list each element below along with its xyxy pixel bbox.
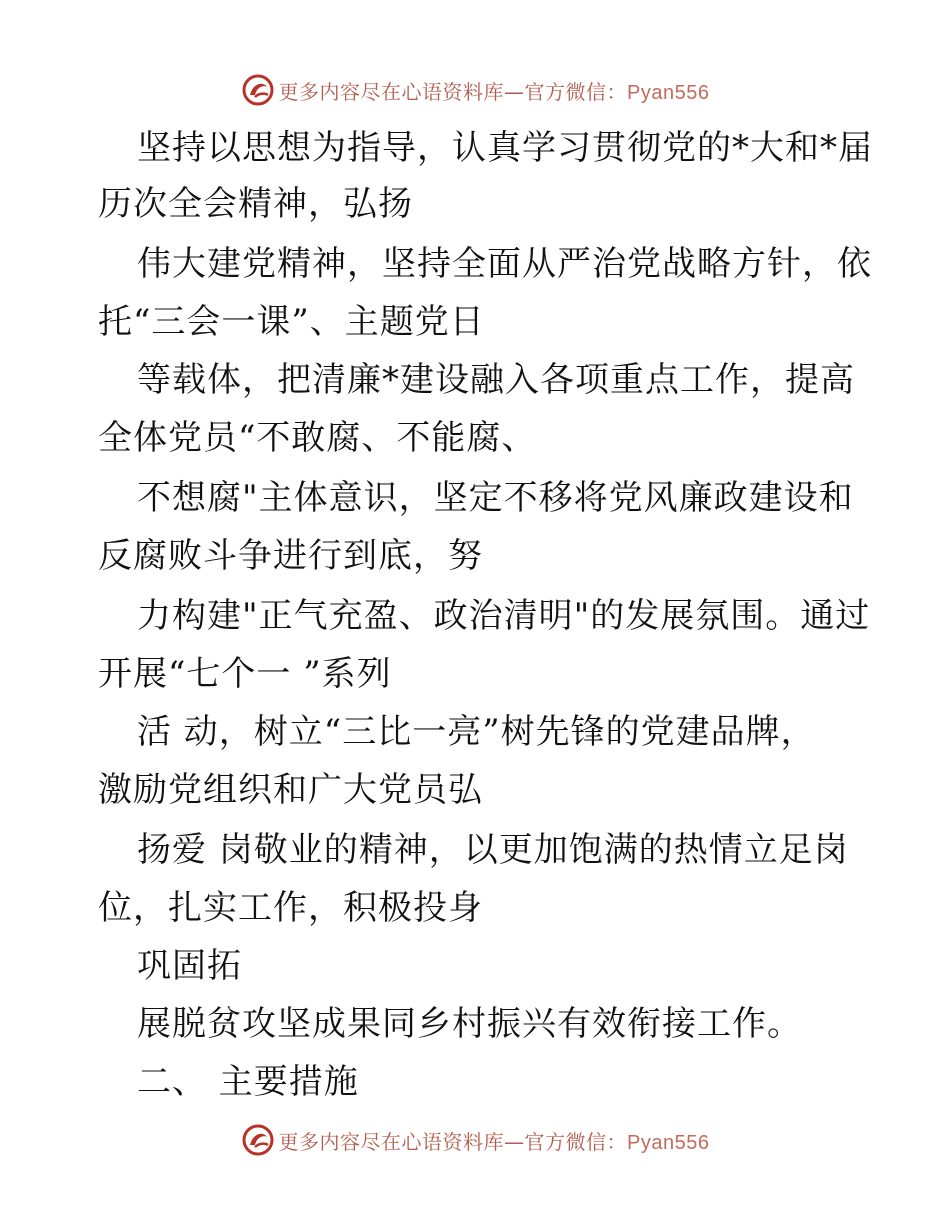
- body-line: 开展“七个一 ”系列: [98, 654, 392, 694]
- red-swirl-logo-icon: [241, 1123, 275, 1157]
- body-line: 力构建"正气充盈、政治清明"的发展氛围。通过: [137, 596, 871, 636]
- body-line: 展脱贫攻坚成果同乡村振兴有效衔接工作。: [137, 1004, 802, 1044]
- body-line: 全体党员“不敢腐、不能腐、: [98, 418, 537, 458]
- body-line: 托“三会一课”、主题党日: [98, 302, 485, 342]
- watermark-text: 更多内容尽在心语资料库—官方微信：Pyan556: [278, 79, 710, 104]
- body-line: 伟大建党精神，坚持全面从严治党战略方针，依: [137, 244, 872, 284]
- body-line: 历次全会精神，弘扬: [98, 184, 413, 224]
- footer-watermark: [0, 1122, 950, 1158]
- body-line: 等载体，把清廉*建设融入各项重点工作，提高: [137, 360, 855, 400]
- body-line: 激励党组织和广大党员弘: [98, 770, 483, 810]
- body-line: 扬爱 岗敬业的精神，以更加饱满的热情立足岗: [137, 830, 849, 870]
- body-line: 坚持以思想为指导，认真学习贯彻党的*大和*届: [137, 128, 873, 168]
- body-line: 不想腐"主体意识，坚定不移将党风廉政建设和: [137, 478, 854, 518]
- section-heading: 二、 主要措施: [137, 1062, 359, 1102]
- body-line: 反腐败斗争进行到底，努: [98, 536, 483, 576]
- body-line: 活 动，树立“三比一亮”树先锋的党建品牌，: [137, 712, 816, 752]
- body-line: 巩固拓: [137, 946, 242, 986]
- body-line: 位，扎实工作，积极投身: [98, 888, 483, 928]
- watermark-text: 更多内容尽在心语资料库—官方微信：Pyan556: [278, 1129, 710, 1154]
